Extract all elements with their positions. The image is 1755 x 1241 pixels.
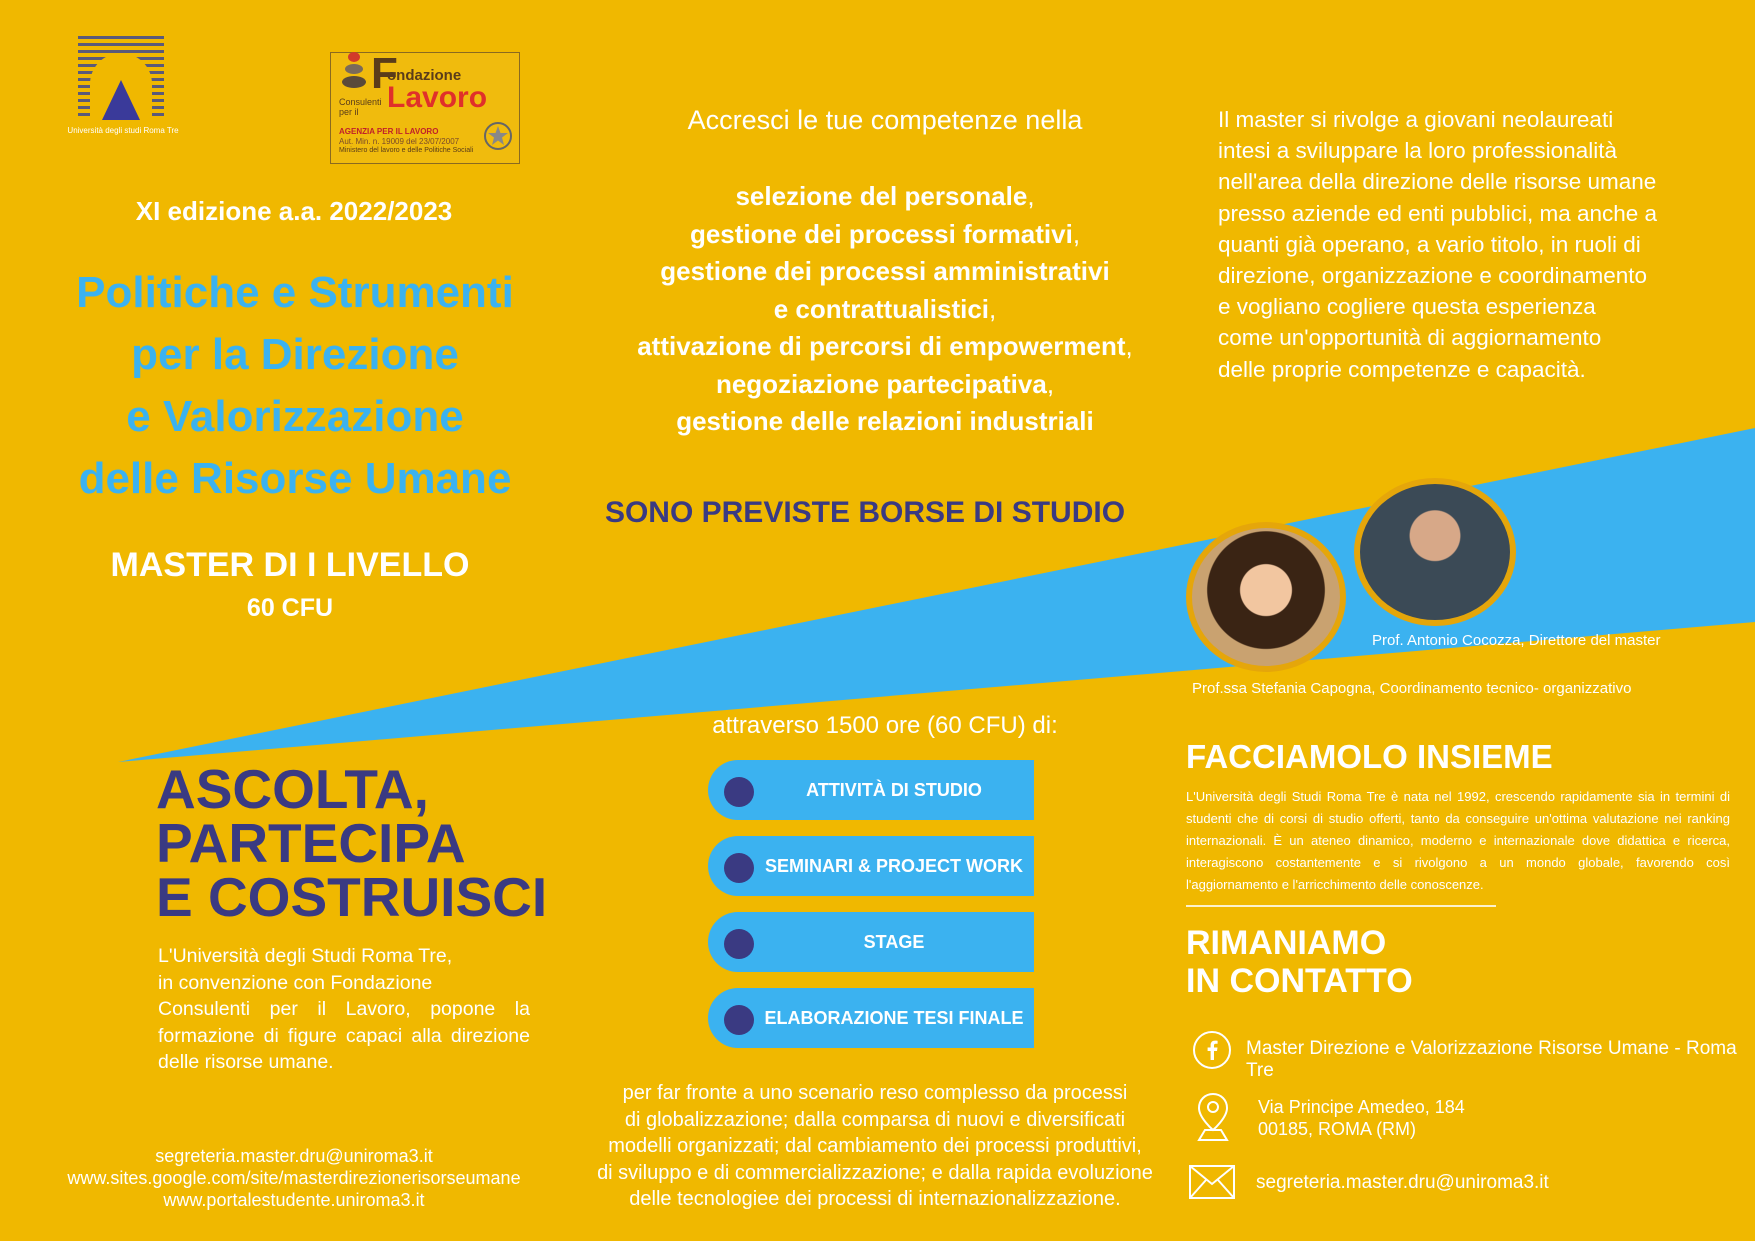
title-line: delle Risorse Umane [78, 454, 512, 503]
activity-pill [708, 988, 1034, 1048]
title-line: e Valorizzazione [126, 392, 464, 441]
activity-pill [708, 912, 1034, 972]
roma-tre-emblem-icon [78, 36, 168, 126]
ascolta-body [158, 943, 530, 1076]
competence-item: attivazione di percorsi di empowerment, [637, 331, 1133, 361]
activity-pill [708, 760, 1034, 820]
consulenti-text: Consulenti per il [339, 97, 382, 117]
competence-item: negoziazione partecipativa, [715, 368, 1055, 399]
capogna-caption: Prof.ssa Stefania Capogna, Coordinamento tecnico- organizzativo [1192, 680, 1632, 697]
activity-label: ATTIVITÀ DI STUDIO [806, 780, 982, 800]
address-block [1258, 1096, 1658, 1140]
audience-line: e vogliano cogliere questa esperienza [1218, 294, 1596, 320]
activity-pill [708, 836, 1034, 896]
fondazione-word: ondazione [387, 67, 462, 84]
activity-label: ELABORAZIONE TESI FINALE [764, 1008, 1024, 1028]
contacts-block [40, 1145, 548, 1211]
bullet-dot-icon [724, 1005, 754, 1035]
fondazione-initial: F [371, 49, 398, 98]
stones-icon [339, 47, 369, 91]
bullet-dot-icon [724, 853, 754, 883]
title-line: per la Direzione [131, 330, 459, 379]
rimaniamo-line: RIMANIAMO [1186, 924, 1387, 962]
about-text: L'Università degli Studi Roma Tre è nata nel 1992, crescendo rapidamente sia in termini di studenti che di corsi di studio offerti, tanto da conseguire un'ottima valutazione nei ranking internazionali. È un ateneo dinamico, moderno e internazionale dove didattica e ricerca, interagiscono costantemente e si rivolgono a un mondo globale, favorendo così l'aggiornamento e l'arricchimento delle conoscenze. [1186, 789, 1730, 892]
audience-text [1218, 104, 1688, 385]
rimaniamo-heading [1186, 924, 1686, 1000]
fondazione-lavoro-logo [330, 49, 520, 164]
bullet-dot-icon [724, 929, 754, 959]
audience-line: nell'area della direzione delle risorse umane [1218, 169, 1657, 195]
scenario-text [590, 1080, 1160, 1213]
contact-portal-link[interactable]: www.portalestudente.uniroma3.it [163, 1190, 425, 1210]
rimaniamo-line: IN CONTATTO [1186, 962, 1413, 1000]
ascolta-line: ASCOLTA, [156, 758, 429, 820]
mail-icon[interactable] [1188, 1164, 1236, 1200]
competences-list [600, 178, 1170, 441]
cfu-label: 60 CFU [246, 594, 334, 622]
address-line: Via Principe Amedeo, 184 [1258, 1097, 1465, 1117]
scenario-line: di globalizzazione; dalla comparsa di nuovi e diversificati [624, 1108, 1126, 1131]
facebook-page-link[interactable]: Master Direzione e Valorizzazione Risorse Umane - Roma Tre [1246, 1038, 1737, 1081]
italy-emblem-icon [483, 121, 513, 151]
audience-line: presso aziende ed enti pubblici, ma anche a [1218, 200, 1658, 226]
intro-text: Accresci le tue competenze nella [687, 105, 1083, 135]
activity-label: STAGE [863, 932, 925, 952]
edition-label: XI edizione a.a. 2022/2023 [135, 196, 453, 226]
lavoro-word: Lavoro [387, 81, 488, 114]
hours-intro: attraverso 1500 ore (60 CFU) di: [712, 712, 1058, 739]
bullet-dot-icon [724, 777, 754, 807]
email-link[interactable]: segreteria.master.dru@uniroma3.it [1256, 1172, 1549, 1193]
master-title [40, 262, 550, 510]
audience-line: intesi a sviluppare la loro professionalità [1218, 138, 1617, 164]
competence-item: gestione dei processi amministrativi [660, 256, 1110, 286]
scenario-line: di sviluppo e di commercializzazione; e dalla rapida evoluzione [597, 1161, 1153, 1184]
ascolta-line: E COSTRUISCI [156, 866, 548, 928]
roma-tre-logo [67, 36, 179, 154]
audience-line: quanti già operano, a vario titolo, in ruoli di [1218, 231, 1641, 257]
competence-item: gestione dei processi formativi, [689, 218, 1081, 249]
authorization-text: Aut. Min. n. 19009 del 23/07/2007 [339, 137, 460, 146]
title-line: Politiche e Strumenti [76, 268, 514, 317]
facciamolo-heading: FACCIAMOLO INSIEME [1186, 738, 1553, 775]
scenario-line: delle tecnologiee dei processi di internazionalizzazione. [629, 1188, 1121, 1210]
cocozza-portrait [1354, 478, 1516, 626]
contact-site-link[interactable]: www.sites.google.com/site/masterdirezionerisorseumane [67, 1168, 521, 1188]
scholarship-banner: SONO PREVISTE BORSE DI STUDIO [604, 496, 1126, 529]
scenario-line: per far fronte a uno scenario reso complesso da processi [622, 1082, 1128, 1104]
agency-text: AGENZIA PER IL LAVORO [339, 127, 439, 136]
audience-line: come un'opportunità di aggiornamento [1218, 325, 1602, 351]
scenario-line: modelli organizzati; dal cambiamento dei processi produttivi, [608, 1135, 1142, 1157]
audience-line: delle proprie competenze e capacità. [1218, 356, 1586, 382]
ascolta-line: PARTECIPA [156, 812, 466, 874]
facebook-icon[interactable] [1192, 1030, 1232, 1070]
capogna-portrait [1186, 522, 1346, 672]
section-divider [1186, 905, 1496, 907]
ascolta-body-line: L'Università degli Studi Roma Tre, [158, 945, 453, 967]
ascolta-headline [156, 758, 596, 928]
master-level: MASTER DI I LIVELLO [110, 546, 470, 584]
location-pin-icon [1196, 1092, 1230, 1142]
activity-label: SEMINARI & PROJECT WORK [764, 856, 1023, 876]
competence-item: e contrattualistici, [773, 293, 997, 324]
competence-item: selezione del personale, [735, 181, 1035, 211]
roma-tre-caption: Università degli studi Roma Tre [67, 126, 179, 135]
competence-item: gestione delle relazioni industriali [676, 406, 1094, 436]
ministero-text: Ministero del lavoro e delle Politiche Sociali [339, 147, 474, 154]
ascolta-body-line: in convenzione con Fondazione [158, 971, 433, 994]
audience-line: direzione, organizzazione e coordinamento [1218, 263, 1648, 289]
contact-email-link[interactable]: segreteria.master.dru@uniroma3.it [155, 1146, 433, 1166]
cocozza-caption: Prof. Antonio Cocozza, Direttore del master [1372, 632, 1661, 649]
address-line: 00185, ROMA (RM) [1258, 1119, 1417, 1139]
audience-line: Il master si rivolge a giovani neolaureati [1218, 107, 1614, 132]
ascolta-body-line: Consulenti per il Lavoro, popone la formazione di figure capaci alla direzione delle risorse umane. [158, 998, 530, 1073]
